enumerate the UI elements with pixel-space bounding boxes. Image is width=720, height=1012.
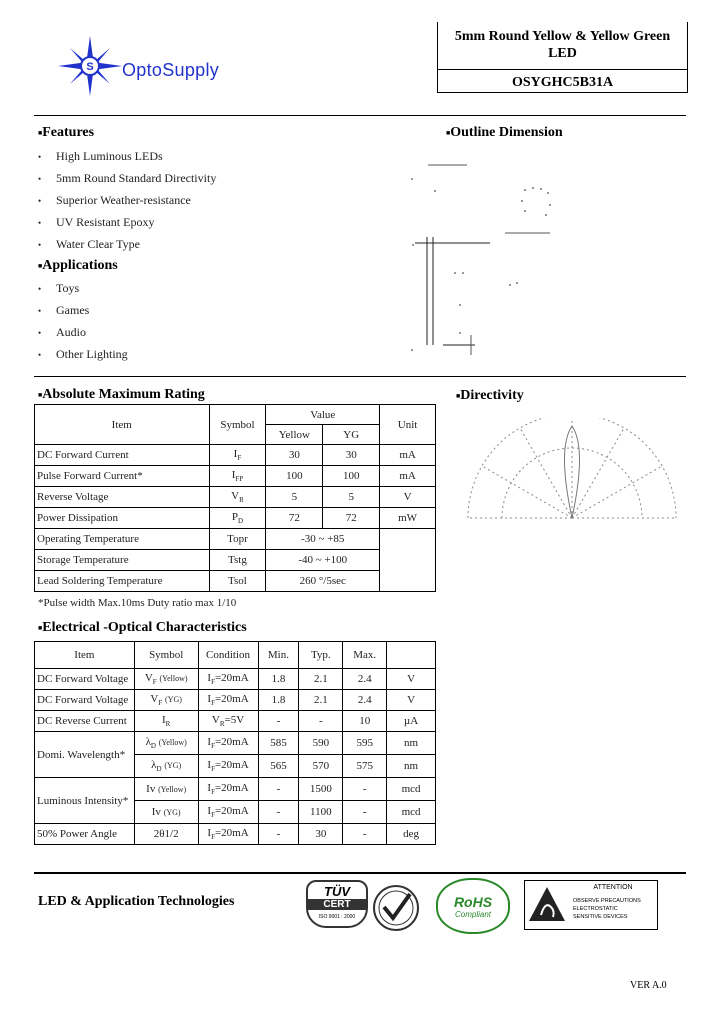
table-row: Operating Temperature Topr -30 ~ +85	[35, 529, 436, 550]
table-row: 50% Power Angle 2θ1/2 $I_F=20mA$ - 30 - deg	[35, 824, 436, 845]
th-unit: Unit	[380, 405, 436, 445]
tuv-cert-badge: TÜV CERT ISO 9001 : 2000	[306, 880, 368, 928]
logo-star-icon	[58, 36, 128, 96]
table-row: $\lambda_D$ (YG) $I_F=20mA$ 565 570 575 nm	[35, 755, 436, 778]
checkmark-compliance-icon	[370, 880, 422, 932]
list-item: • UV Resistant Epoxy	[38, 215, 155, 229]
product-title	[438, 28, 687, 62]
outline-heading: ■Outline Dimension	[446, 125, 563, 140]
th-value: Value	[266, 405, 380, 425]
applications-heading: ■Applications	[38, 258, 118, 273]
footer-title: LED & Application Technologies	[38, 894, 235, 909]
esd-attention-label: ATTENTION OBSERVE PRECAUTIONS ELECTROSTATIC SENSITIVE DEVICES	[524, 880, 658, 930]
esd-warning-icon	[527, 885, 567, 925]
th-symbol: Symbol	[209, 405, 266, 445]
eo-heading: ■Electrical -Optical Characteristics	[38, 620, 247, 635]
outline-dimension-drawing	[405, 155, 575, 365]
footer-divider	[34, 872, 686, 874]
th-item: Item	[35, 405, 210, 445]
table-row: DC Forward Current $I_F$ 30 30 mA	[35, 445, 436, 466]
th-yg: YG	[323, 425, 380, 445]
title-box	[437, 22, 688, 93]
list-item: • 5mm Round Standard Directivity	[38, 171, 217, 185]
table-header: Item Symbol Condition Min. Typ. Max.	[35, 642, 436, 669]
table-row: Iv (YG) $I_F=20mA$ - 1100 - mcd	[35, 801, 436, 824]
table-row: Storage Temperature Tstg -40 ~ +100	[35, 550, 436, 571]
table-row: Luminous Intensity* Iv (Yellow) $I_F=20mA$ - 1500 - mcd	[35, 778, 436, 801]
list-item: • Other Lighting	[38, 347, 128, 361]
title-line-2: LED	[548, 46, 577, 61]
features-heading: ■Features	[38, 125, 95, 140]
svg-text:S: S	[86, 61, 94, 73]
features-list	[38, 149, 216, 259]
eo-table	[34, 641, 436, 845]
table-row: DC Reverse Current $I_R$ $V_R=5V$ - - 10 µA	[35, 711, 436, 732]
table-row: DC Forward Voltage $V_F$ (YG) $I_F=20mA$ 1.8 2.1 2.4 V	[35, 690, 436, 711]
list-item: • Water Clear Type	[38, 237, 140, 251]
mid-divider	[34, 376, 686, 377]
list-item: • Games	[38, 303, 90, 317]
top-divider	[34, 115, 686, 116]
rohs-badge: RoHS Compliant	[436, 878, 510, 934]
version-label: VER A.0	[630, 980, 667, 991]
directivity-heading: ■Directivity	[456, 388, 524, 403]
table-row: Pulse Forward Current* $I_{FP}$ 100 100 mA	[35, 466, 436, 487]
table-row: Lead Soldering Temperature Tsol 260 °/5sec	[35, 571, 436, 592]
part-number: OSYGHC5B31A	[511, 75, 614, 90]
applications-list	[38, 281, 128, 369]
list-item: • High Luminous LEDs	[38, 149, 163, 163]
table-row: Domi. Wavelength* $\lambda_D$ (Yellow) $I_F=20mA$ 585 590 595 nm	[35, 732, 436, 755]
abs-max-table	[34, 404, 436, 592]
th-yellow: Yellow	[266, 425, 323, 445]
title-line-1: 5mm Round Yellow & Yellow Green	[454, 29, 671, 44]
pulse-note: *Pulse width Max.10ms Duty ratio max 1/10	[38, 597, 237, 609]
list-item: • Toys	[38, 281, 80, 295]
table-row: Reverse Voltage $V_R$ 5 5 V	[35, 487, 436, 508]
table-row: Power Dissipation $P_D$ 72 72 mW	[35, 508, 436, 529]
logo	[58, 36, 273, 96]
list-item: • Superior Weather-resistance	[38, 193, 191, 207]
brand-name: OptoSupply	[122, 60, 220, 80]
abs-max-heading: ■Absolute Maximum Rating	[38, 387, 205, 402]
table-row: DC Forward Voltage $V_F$ (Yellow) $I_F=20mA$ 1.8 2.1 2.4 V	[35, 669, 436, 690]
directivity-diagram	[462, 418, 682, 523]
list-item: • Audio	[38, 325, 86, 339]
